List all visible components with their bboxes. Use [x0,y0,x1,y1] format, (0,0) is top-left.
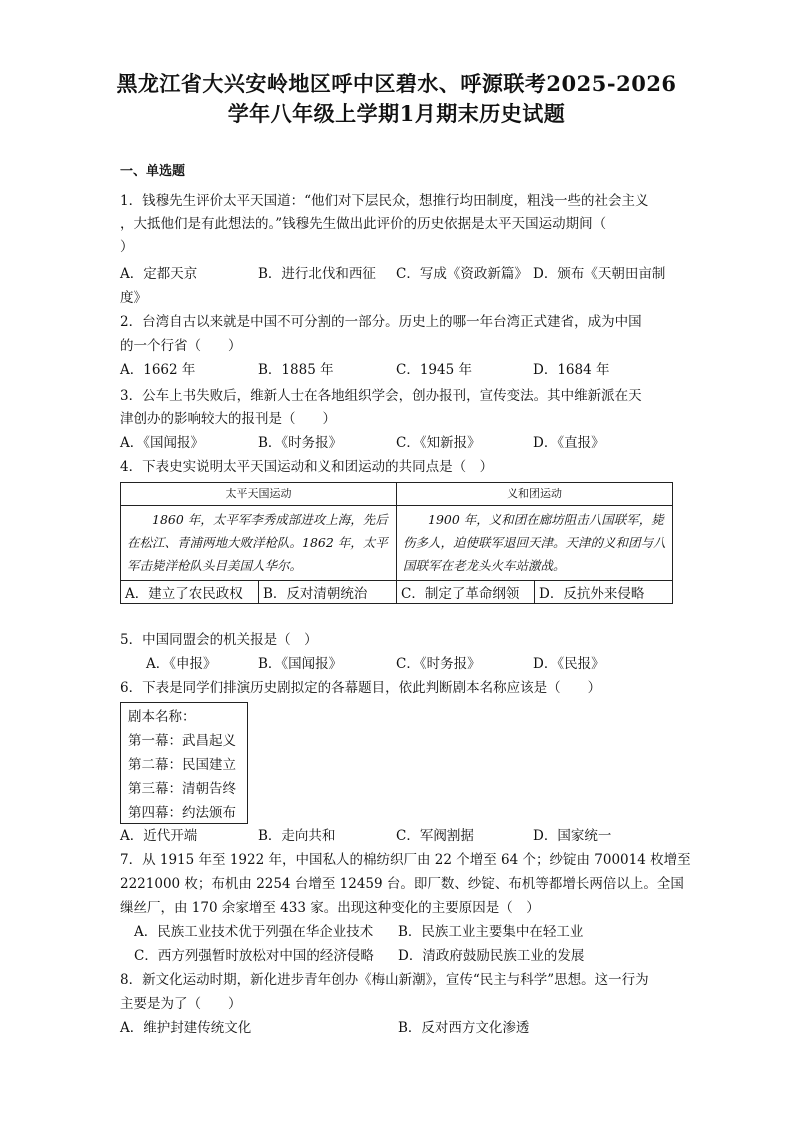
q1-option-a: A．定都天京 [120,266,198,282]
q6-stem: 6．下表是同学们排演历史剧拟定的各幕题目，依此判断剧本名称应该是（ ） [120,680,602,696]
q6-box-line: 第二幕：民国建立 [128,757,236,773]
q6-option-b: B．走向共和 [258,828,336,844]
q3-option-a: A．《国闻报》 [120,435,204,451]
q1-option-d: D．颁布《天朝田亩制 [533,266,666,282]
q6-box-line: 第四幕：约法颁布 [128,805,236,821]
q5-option-a: A．《申报》 [146,656,217,672]
q6-option-d: D．国家统一 [533,828,612,844]
q7-option-b: B．民族工业主要集中在轻工业 [398,924,584,940]
q2-stem-line1: 2．台湾自古以来就是中国不可分割的一部分。历史上的哪一年台湾正式建省，成为中国 [120,314,642,330]
q4-header-boxer: 义和团运动 [397,483,673,506]
exam-title-line2: 学年八年级上学期1月期末历史试题 [227,101,566,126]
q8-stem-line2: 主要是为了（ ） [120,996,242,1012]
q5-option-b: B．《国闻报》 [258,656,343,672]
q1-option-c: C．写成《资政新篇》 [396,266,528,282]
q4-source-table [120,482,673,581]
q4-option-b: B．反对清朝统治 [259,580,397,603]
exam-title-line1: 黑龙江省大兴安岭地区呼中区碧水、呼源联考2025-2026 [116,71,677,96]
q8-option-a: A．维护封建传统文化 [120,1020,252,1036]
section-heading: 一、单选题 [120,164,186,179]
q4-stem: 4．下表史实说明太平天国运动和义和团运动的共同点是（ ） [120,459,494,475]
q4-option-d: D．反抗外来侵略 [539,586,645,602]
q5-stem: 5．中国同盟会的机关报是（ ） [120,632,318,648]
q6-option-c: C．军阀割据 [396,828,474,844]
q4-option-c: C．制定了革命纲领 [397,580,535,603]
q2-option-d: D．1684 年 [533,362,610,378]
q4-header-taiping: 太平天国运动 [121,483,397,506]
q1-stem-line3: ） [120,239,134,255]
q6-box-line: 剧本名称： [128,709,196,725]
q5-option-c: C．《时务报》 [396,656,481,672]
q1-option-d-cont: 度》 [120,290,147,306]
q6-option-a: A．近代开端 [120,828,198,844]
q2-option-c: C．1945 年 [396,362,472,378]
q8-option-b: B．反对西方文化渗透 [398,1020,530,1036]
q4-option-a: A．建立了农民政权 [121,580,259,603]
q6-box-line: 第三幕：清朝告终 [128,781,236,797]
q7-stem-line3: 缫丝厂，由 170 余家增至 433 家。出现这种变化的主要原因是（ ） [120,900,540,916]
q7-stem-line1: 7．从 1915 年至 1922 年，中国私人的棉纺织厂由 22 个增至 64 个；纱锭由 700014 枚增至 [120,852,691,868]
q3-option-b: B．《时务报》 [258,435,343,451]
q1-stem-line2: ，大抵他们是有此想法的。”钱穆先生做出此评价的历史依据是太平天国运动期间（ [120,216,607,232]
q3-option-d: D．《直报》 [533,435,605,451]
q6-box-line: 第一幕：武昌起义 [128,733,236,749]
q7-stem-line2: 2221000 枚；布机由 2254 台增至 12459 台。即厂数、纱锭、布机等都增长两倍以上。全国 [120,876,684,892]
q4-cell-boxer: 1900 年，义和团在廊坊阻击八国联军，毙伤多人，迫使联军退回天津。天津的义和团与八国联军在老龙头火车站激战。 [397,506,673,581]
q2-option-b: B．1885 年 [258,362,334,378]
q3-option-c: C．《知新报》 [396,435,481,451]
q4-options-row [120,580,673,604]
q2-option-a: A．1662 年 [120,362,196,378]
q3-stem-line1: 3．公车上书失败后，维新人士在各地组织学会，创办报刊，宣传变法。其中维新派在天 [120,388,642,404]
q5-option-d: D．《民报》 [533,656,605,672]
q1-stem-line1: 1．钱穆先生评价太平天国道：“他们对下层民众，想推行均田制度，粗浅一些的社会主义 [120,193,649,209]
q1-option-b: B．进行北伐和西征 [258,266,376,282]
q2-stem-line2: 的一个行省（ ） [120,338,242,354]
q7-option-c: C．西方列强暂时放松对中国的经济侵略 [134,948,374,964]
q4-cell-taiping: 1860 年，太平军李秀成部进攻上海，先后在松江、青浦两地大败洋枪队。1862 年，太平军击毙洋枪队头目美国人华尔。 [121,506,397,581]
q8-stem-line1: 8．新文化运动时期，新化进步青年创办《梅山新潮》，宣传“民主与科学”思想。这一行为 [120,972,649,988]
q7-option-d: D．清政府鼓励民族工业的发展 [398,948,585,964]
q6-script-box [120,702,248,824]
q7-option-a: A．民族工业技术优于列强在华企业技术 [134,924,374,940]
q3-stem-line2: 津创办的影响较大的报刊是（ ） [120,411,336,427]
